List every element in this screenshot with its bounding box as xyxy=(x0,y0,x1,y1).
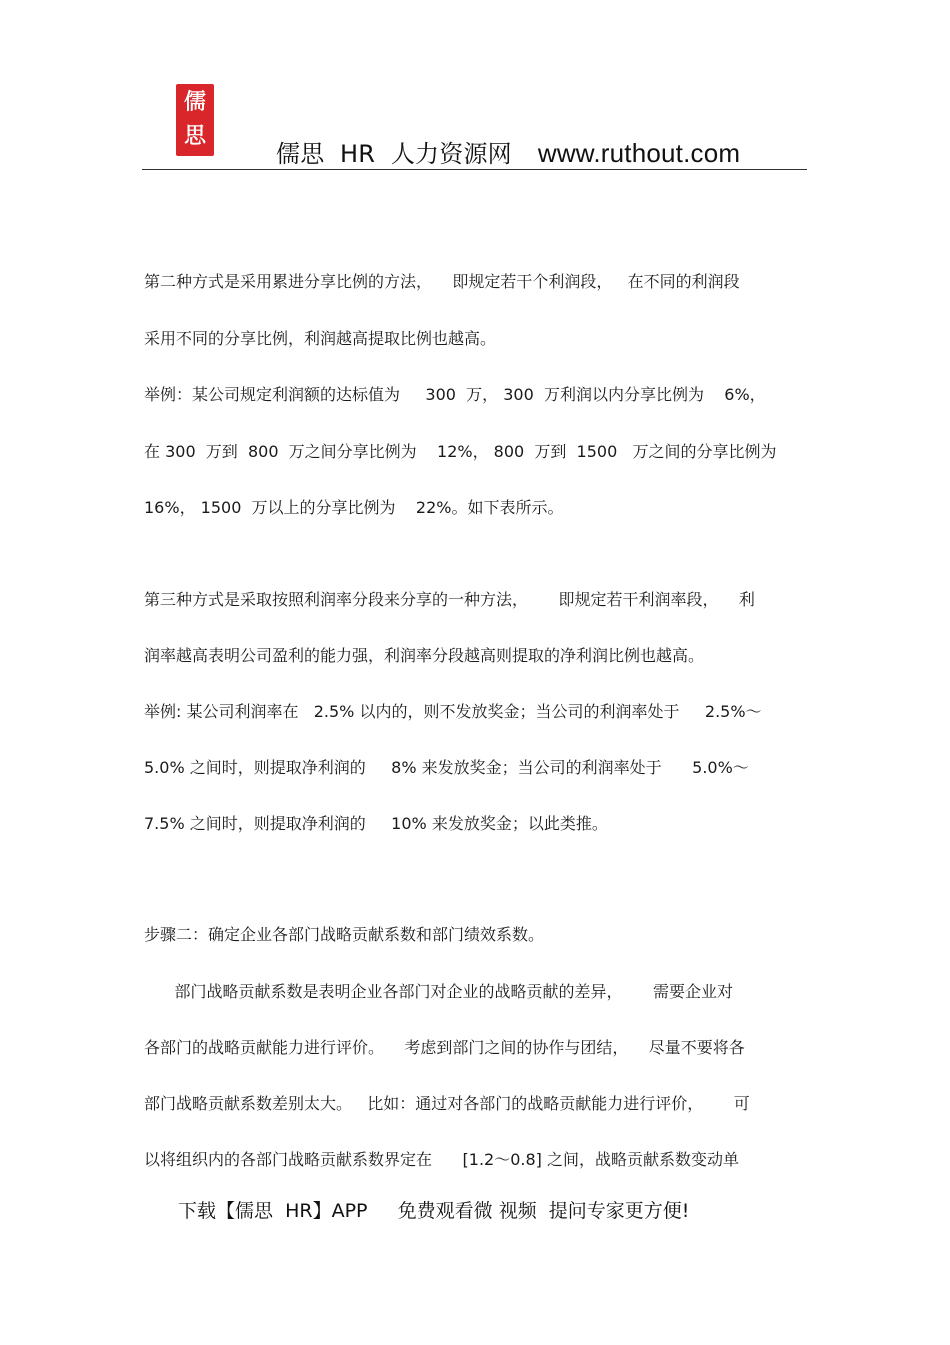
paragraph-line: 第三种方式是采取按照利润率分段来分享的一种方法， 即规定若干利润率段， 利 xyxy=(144,590,755,609)
paragraph-line: 部门战略贡献系数差别太大。 比如：通过对各部门的战略贡献能力进行评价， 可 xyxy=(144,1094,750,1113)
site-url[interactable]: www.ruthout.com xyxy=(537,138,741,168)
paragraph-line: 举例: 某公司利润率在 2.5% 以内的，则不发放奖金；当公司的利润率处于 2.5%～ xyxy=(144,702,762,721)
header-divider xyxy=(142,169,807,170)
paragraph-line: 部门战略贡献系数是表明企业各部门对企业的战略贡献的差异， 需要企业对 xyxy=(144,982,734,1001)
site-header xyxy=(276,134,740,169)
paragraph-line: 5.0% 之间时，则提取净利润的 8% 来发放奖金；当公司的利润率处于 5.0%～ xyxy=(144,758,749,777)
paragraph-line: 在 300 万到 800 万之间分享比例为 12%， 800 万到 1500 万之间的分享比例为 xyxy=(144,442,777,461)
site-name: 儒思 HR 人力资源网 xyxy=(276,140,512,168)
footer-app-promo: 下载【儒思 HR】APP 免费观看微 视频 提问专家更方便! xyxy=(178,1200,690,1222)
paragraph-line: 各部门的战略贡献能力进行评价。 考虑到部门之间的协作与团结， 尽量不要将各 xyxy=(144,1038,745,1057)
paragraph-line: 举例：某公司规定利润额的达标值为 300 万， 300 万利润以内分享比例为 6%， xyxy=(144,385,766,404)
paragraph-line: 润率越高表明公司盈利的能力强，利润率分段越高则提取的净利润比例也越高。 xyxy=(144,646,705,665)
logo-char-2: 思 xyxy=(183,124,206,149)
paragraph-line: 16%， 1500 万以上的分享比例为 22%。如下表所示。 xyxy=(144,498,564,517)
paragraph-line: 采用不同的分享比例，利润越高提取比例也越高。 xyxy=(144,329,497,348)
paragraph-line: 第二种方式是采用累进分享比例的方法， 即规定若干个利润段， 在不同的利润段 xyxy=(144,272,740,291)
ruthout-logo-seal xyxy=(176,84,214,156)
logo-char-1: 儒 xyxy=(183,90,206,115)
paragraph-line: 以将组织内的各部门战略贡献系数界定在 [1.2～0.8] 之间，战略贡献系数变动单 xyxy=(144,1150,739,1169)
paragraph-line: 7.5% 之间时，则提取净利润的 10% 来发放奖金；以此类推。 xyxy=(144,814,608,833)
section-heading: 步骤二：确定企业各部门战略贡献系数和部门绩效系数。 xyxy=(144,925,545,944)
